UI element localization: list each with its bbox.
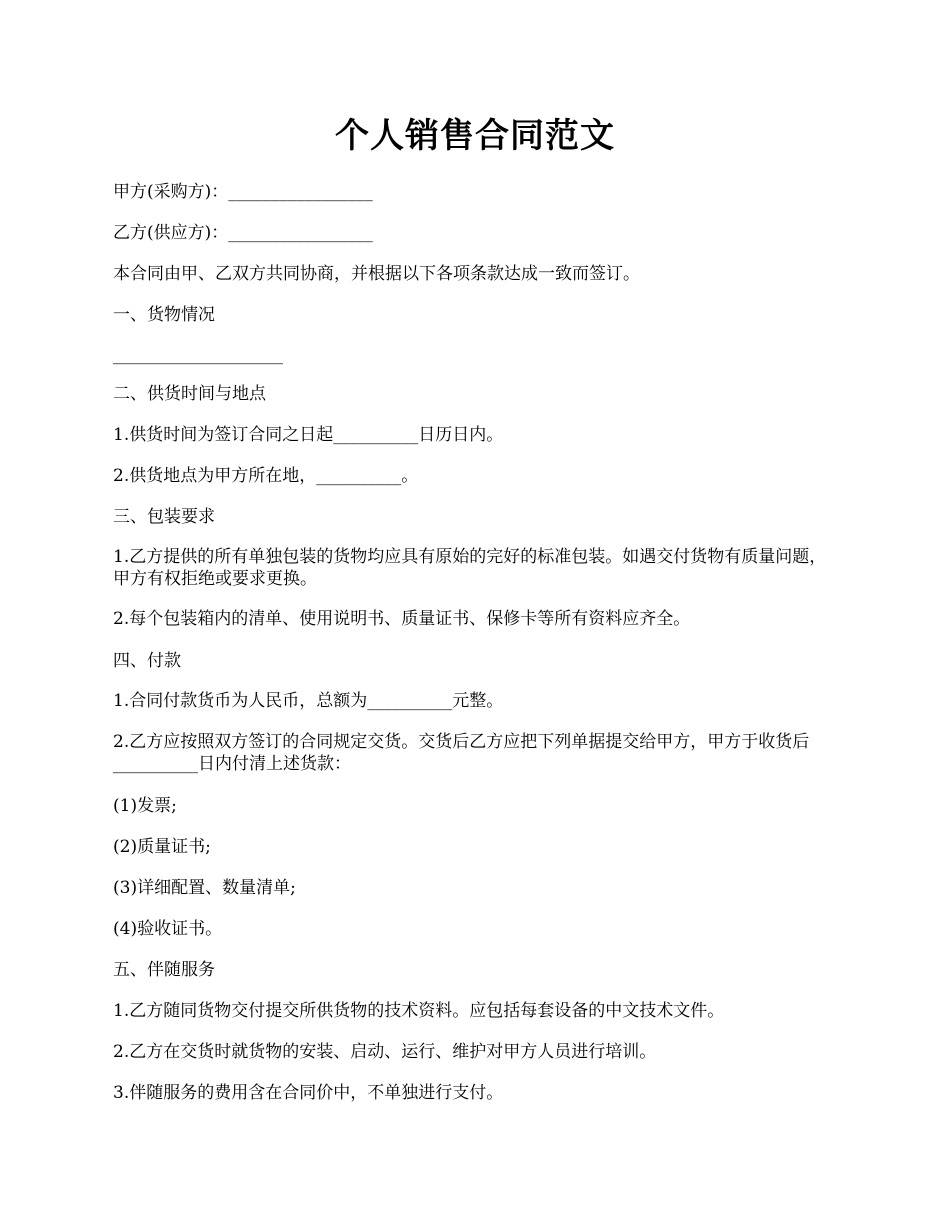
section-4-heading: 四、付款 <box>113 651 181 671</box>
party-a-line: 甲方(采购方)：_________________ <box>113 182 373 202</box>
party-b-line: 乙方(供应方)：_________________ <box>113 223 373 243</box>
section-3-item-1: 1.乙方提供的所有单独包装的货物均应具有原始的完好的标准包装。如遇交付货物有质量问题，甲方有权拒绝或要求更换。 <box>113 547 827 589</box>
section-3-item-2: 2.每个包装箱内的清单、使用说明书、质量证书、保修卡等所有资料应齐全。 <box>113 609 691 629</box>
section-2-heading: 二、供货时间与地点 <box>113 384 266 404</box>
section-1-blank: ____________________ <box>113 345 283 365</box>
section-3-heading: 三、包装要求 <box>113 507 215 527</box>
section-4-doc-4: (4)验收证书。 <box>113 919 223 939</box>
section-5-item-1: 1.乙方随同货物交付提交所供货物的技术资料。应包括每套设备的中文技术文件。 <box>113 1001 725 1021</box>
section-5-item-2: 2.乙方在交货时就货物的安装、启动、运行、维护对甲方人员进行培训。 <box>113 1042 657 1062</box>
section-5-item-3: 3.伴随服务的费用含在合同价中，不单独进行支付。 <box>113 1083 504 1103</box>
section-4-item-1: 1.合同付款货币为人民币，总额为__________元整。 <box>113 691 504 711</box>
section-4-doc-3: (3)详细配置、数量清单; <box>113 878 296 898</box>
document-title: 个人销售合同范文 <box>335 116 615 156</box>
section-4-doc-2: (2)质量证书; <box>113 837 211 857</box>
section-2-item-1: 1.供货时间为签订合同之日起__________日历日内。 <box>113 425 504 445</box>
section-4-item-2: 2.乙方应按照双方签订的合同规定交货。交货后乙方应把下列单据提交给甲方，甲方于收货后__________日内付清上述货款： <box>113 732 810 774</box>
section-1-heading: 一、货物情况 <box>113 305 215 325</box>
section-2-item-2: 2.供货地点为甲方所在地，__________。 <box>113 466 419 486</box>
intro-paragraph: 本合同由甲、乙双方共同协商，并根据以下各项条款达成一致而签订。 <box>113 264 640 284</box>
section-4-doc-1: (1)发票; <box>113 796 177 816</box>
section-5-heading: 五、伴随服务 <box>113 960 215 980</box>
